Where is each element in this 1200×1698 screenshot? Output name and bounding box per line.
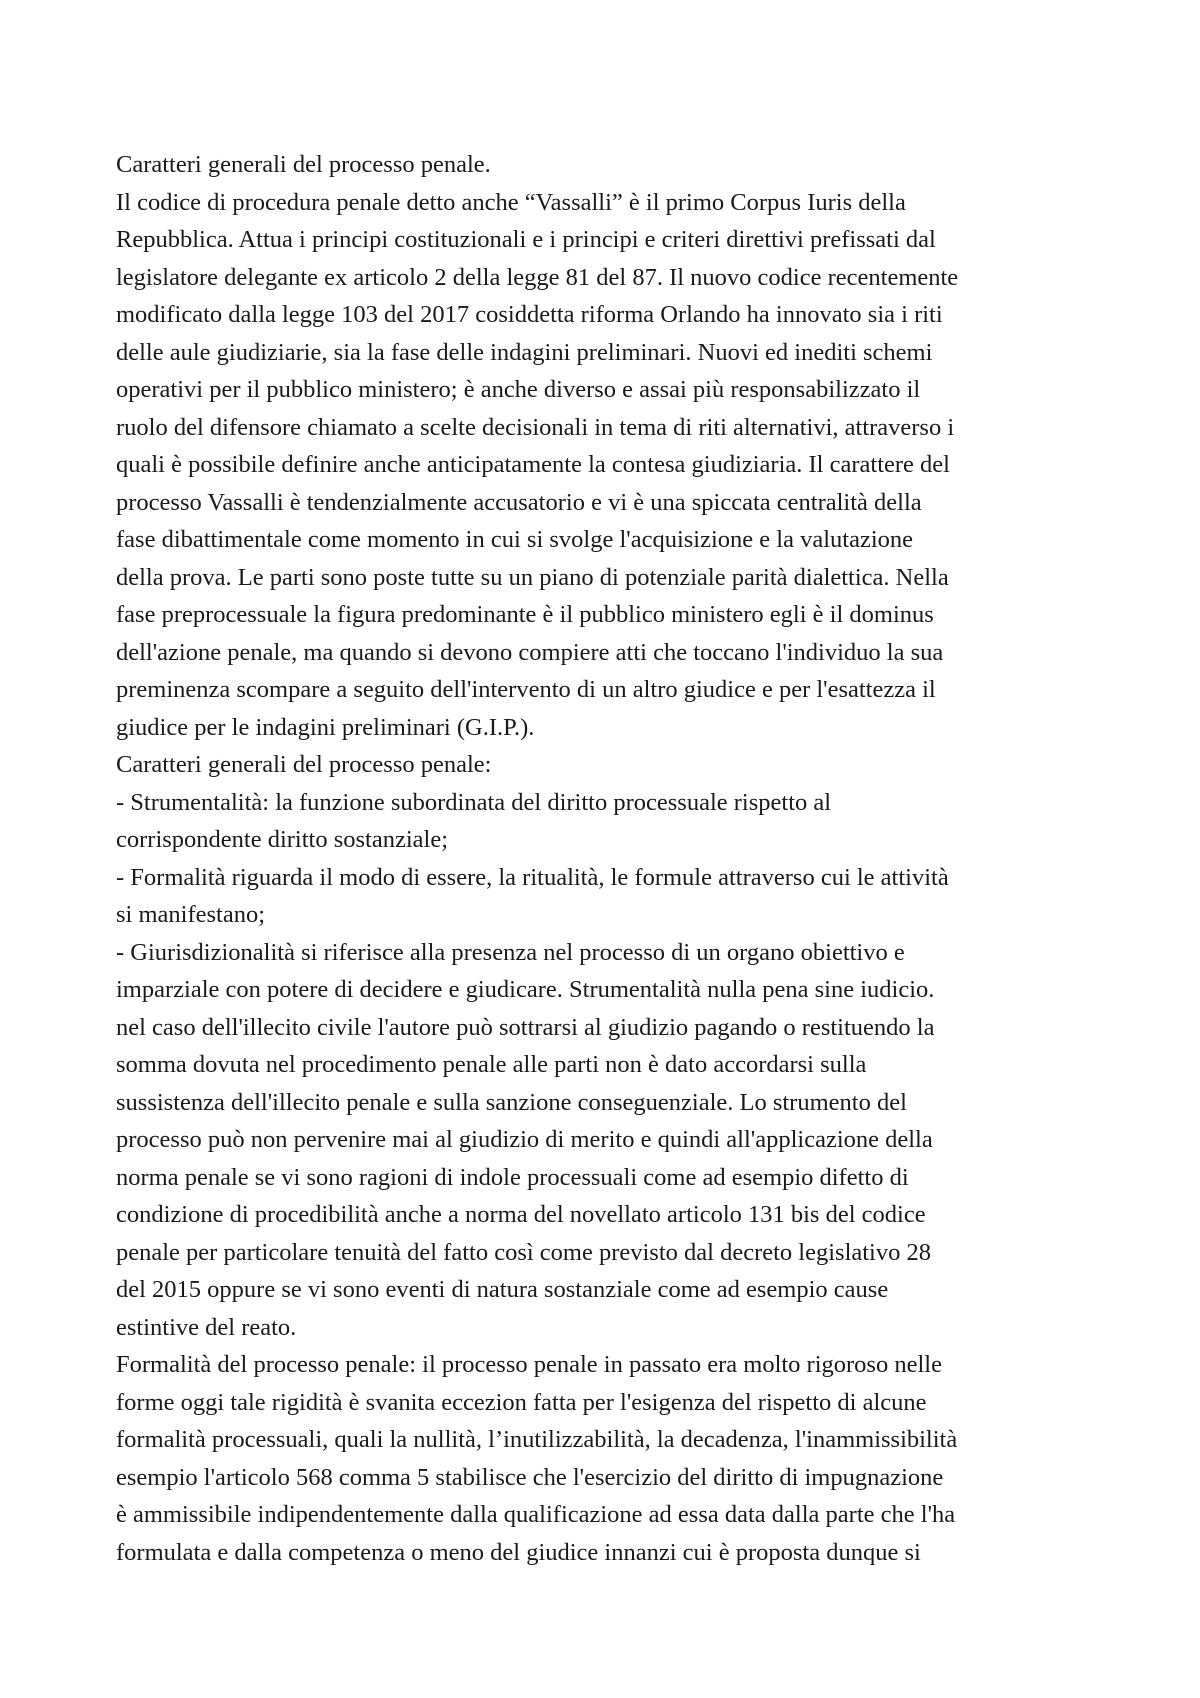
document-line: condizione di procedibilità anche a norma del novellato articolo 131 bis del codice [116, 1201, 926, 1228]
document-line: giudice per le indagini preliminari (G.I.P.). [116, 713, 535, 741]
document-line: Formalità del processo penale: il processo penale in passato era molto rigoroso nelle [116, 1351, 942, 1378]
document-line: - Formalità riguarda il modo di essere, la ritualità, le formule attraverso cui le attività [116, 863, 949, 891]
document-line: formulata e dalla competenza o meno del giudice innanzi cui è proposta dunque si [116, 1538, 921, 1566]
document-line: modificato dalla legge 103 del 2017 cosiddetta riforma Orlando ha innovato sia i riti [116, 301, 943, 328]
document-line: quali è possibile definire anche anticipatamente la contesa giudiziaria. Il carattere del [116, 451, 950, 478]
document-line: ruolo del difensore chiamato a scelte decisionali in tema di riti alternativi, attraverso i [116, 413, 955, 441]
document-line: somma dovuta nel procedimento penale alle parti non è dato accordarsi sulla [116, 1051, 867, 1078]
document-line: Caratteri generali del processo penale: [116, 751, 492, 778]
document-line: corrispondente diritto sostanziale; [116, 826, 449, 853]
document-line: preminenza scompare a seguito dell'intervento di un altro giudice e per l'esattezza il [116, 676, 936, 703]
document-line: penale per particolare tenuità del fatto così come previsto dal decreto legislativo 28 [116, 1238, 931, 1266]
document-line: forme oggi tale rigidità è svanita eccezion fatta per l'esigenza del rispetto di alcune [116, 1388, 927, 1416]
document-line: esempio l'articolo 568 comma 5 stabilisce che l'esercizio del diritto di impugnazione [116, 1463, 944, 1491]
document-line: si manifestano; [116, 901, 266, 928]
document-line: Caratteri generali del processo penale. [116, 151, 491, 178]
document-line: operativi per il pubblico ministero; è anche diverso e assai più responsabilizzato il [116, 376, 921, 403]
document-line: dell'azione penale, ma quando si devono compiere atti che toccano l'individuo la sua [116, 638, 944, 666]
document-body [116, 146, 1076, 1571]
document-line: della prova. Le parti sono poste tutte su un piano di potenziale parità dialettica. Nella [116, 563, 949, 591]
document-line: del 2015 oppure se vi sono eventi di natura sostanziale come ad esempio cause [116, 1276, 889, 1303]
document-line: - Giurisdizionalità si riferisce alla presenza nel processo di un organo obiettivo e [116, 938, 905, 966]
document-line: processo Vassalli è tendenzialmente accusatorio e vi è una spiccata centralità della [116, 488, 922, 516]
document-line: fase dibattimentale come momento in cui si svolge l'acquisizione e la valutazione [116, 526, 914, 553]
document-line: estintive del reato. [116, 1313, 297, 1341]
document-line: processo può non pervenire mai al giudizio di merito e quindi all'applicazione della [116, 1126, 933, 1153]
document-line: fase preprocessuale la figura predominante è il pubblico ministero egli è il dominus [116, 601, 934, 628]
document-line: è ammissibile indipendentemente dalla qualificazione ad essa data dalla parte che l'ha [116, 1501, 956, 1528]
document-line: delle aule giudiziarie, sia la fase delle indagini preliminari. Nuovi ed inediti schemi [116, 338, 933, 366]
document-line: legislatore delegante ex articolo 2 della legge 81 del 87. Il nuovo codice recentemente [116, 263, 959, 291]
document-line: Repubblica. Attua i principi costituzionali e i principi e criteri direttivi prefissati dal [116, 226, 936, 253]
document-line: norma penale se vi sono ragioni di indole processuali come ad esempio difetto di [116, 1163, 909, 1191]
document-line: sussistenza dell'illecito penale e sulla sanzione conseguenziale. Lo strumento del [116, 1088, 907, 1116]
document-line: Il codice di procedura penale detto anche “Vassalli” è il primo Corpus Iuris della [116, 188, 906, 216]
document-line: formalità processuali, quali la nullità, l’inutilizzabilità, la decadenza, l'inammissibilità [116, 1426, 958, 1453]
document-line: nel caso dell'illecito civile l'autore può sottrarsi al giudizio pagando o restituendo la [116, 1013, 935, 1041]
document-line: imparziale con potere di decidere e giudicare. Strumentalità nulla pena sine iudicio. [116, 976, 935, 1003]
document-line: - Strumentalità: la funzione subordinata del diritto processuale rispetto al [116, 788, 832, 816]
